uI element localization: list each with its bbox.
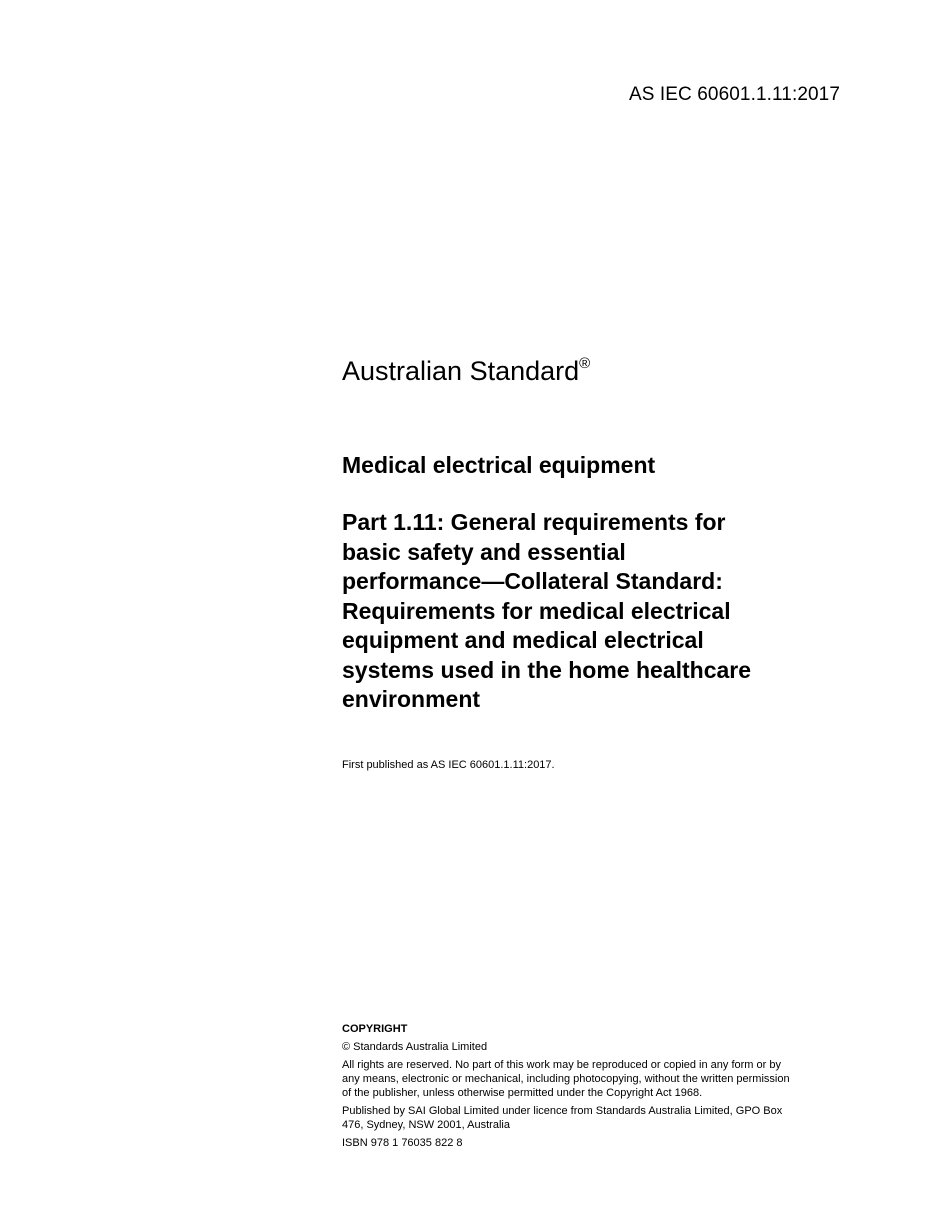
- series-title: Medical electrical equipment: [342, 452, 656, 478]
- part-title-line: equipment and medical electrical: [342, 627, 704, 653]
- brand-title: [342, 356, 842, 387]
- part-title-line: performance—Collateral Standard:: [342, 568, 723, 594]
- part-title-line: basic safety and essential: [342, 538, 626, 565]
- part-title: [342, 508, 842, 715]
- publisher-statement: [342, 1104, 842, 1132]
- rights-statement: [342, 1058, 842, 1100]
- part-title-line: Part 1.11: General requirements for: [342, 509, 726, 535]
- rights-line: any means, electronic or mechanical, including photocopying, without the written permission: [342, 1073, 790, 1085]
- publisher-line: 476, Sydney, NSW 2001, Australia: [342, 1119, 510, 1131]
- part-title-line: Requirements for medical electrical: [342, 597, 731, 624]
- first-published-note: First published as AS IEC 60601.1.11:2017.: [342, 759, 555, 771]
- part-title-line: systems used in the home healthcare: [342, 656, 752, 683]
- part-title-line: environment: [342, 686, 481, 712]
- publisher-line: Published by SAI Global Limited under licence from Standards Australia Limited, GPO Box: [342, 1105, 783, 1117]
- copyright-section: [342, 1022, 842, 1154]
- standard-number: AS IEC 60601.1.11:2017: [628, 84, 840, 105]
- isbn: ISBN 978 1 76035 822 8: [342, 1137, 463, 1149]
- rights-line: All rights are reserved. No part of this work may be reproduced or copied in any form or by: [342, 1059, 781, 1071]
- copyright-heading: COPYRIGHT: [342, 1023, 408, 1035]
- brand-name: Australian Standard: [342, 356, 580, 386]
- copyright-holder: © Standards Australia Limited: [342, 1041, 488, 1053]
- rights-line: of the publisher, unless otherwise permitted under the Copyright Act 1968.: [342, 1087, 703, 1099]
- registered-mark: ®: [579, 355, 591, 372]
